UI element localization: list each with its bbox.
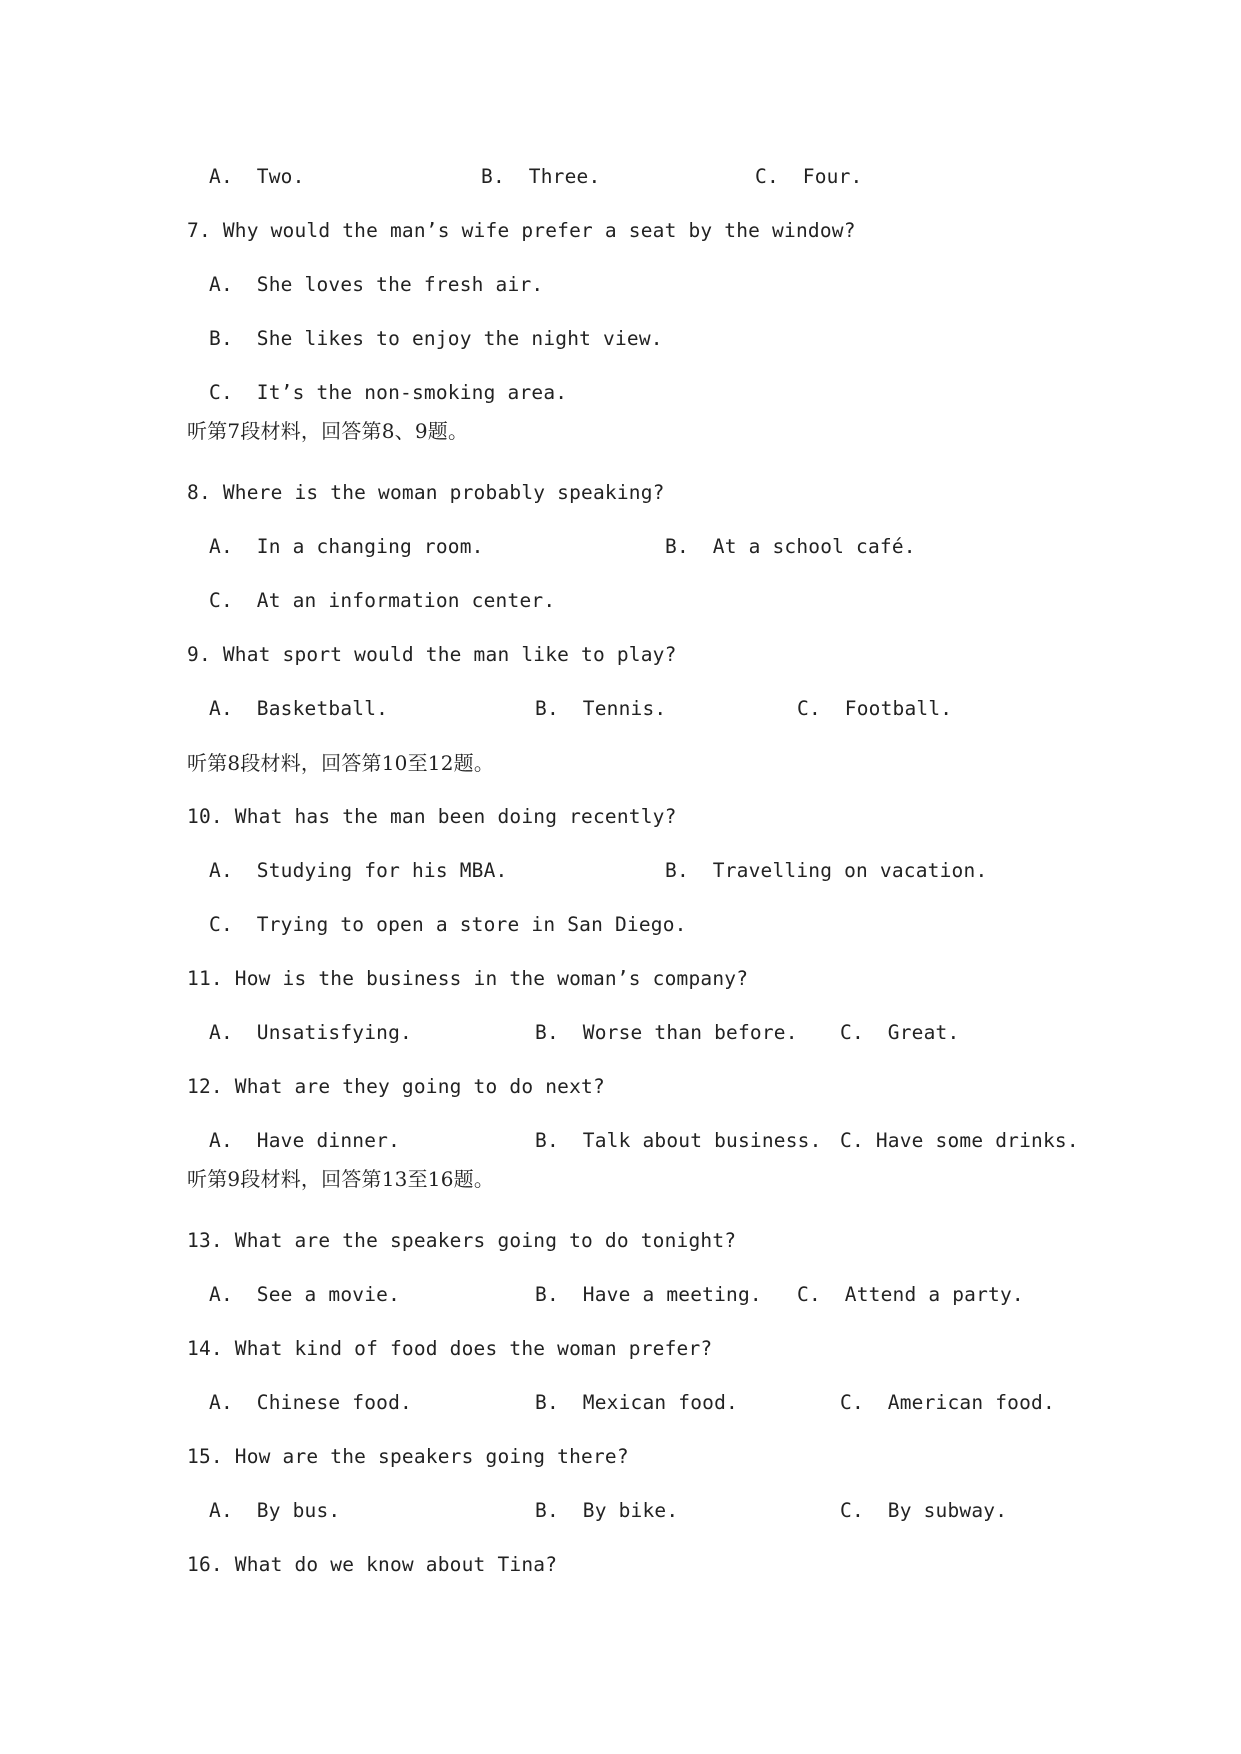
q12-option-a: A. Have dinner.	[209, 1129, 401, 1152]
q8-option-c: C. At an information center.	[209, 589, 556, 612]
q11-option-b: B. Worse than before.	[535, 1021, 798, 1044]
q15-option-b: B. By bike.	[535, 1499, 679, 1522]
q8-question: 8. Where is the woman probably speaking?	[187, 481, 665, 504]
q6-option-c: C. Four.	[755, 165, 863, 188]
q7-option-c: C. It’s the non-smoking area.	[209, 381, 568, 404]
q8-option-b: B. At a school café.	[665, 535, 916, 558]
q13-option-a: A. See a movie.	[209, 1283, 401, 1306]
q15-question: 15. How are the speakers going there?	[187, 1445, 629, 1468]
q12-question: 12. What are they going to do next?	[187, 1075, 605, 1098]
q15-option-c: C. By subway.	[840, 1499, 1008, 1522]
q10-question: 10. What has the man been doing recently?	[187, 805, 677, 828]
q10-option-b: B. Travelling on vacation.	[665, 859, 988, 882]
q11-question: 11. How is the business in the woman’s company?	[187, 967, 749, 990]
q13-option-c: C. Attend a party.	[797, 1283, 1024, 1306]
q7-option-a: A. She loves the fresh air.	[209, 273, 544, 296]
q8-option-a: A. In a changing room.	[209, 535, 484, 558]
q14-option-a: A. Chinese food.	[209, 1391, 412, 1414]
q13-question: 13. What are the speakers going to do tonight?	[187, 1229, 737, 1252]
q7-option-b: B. She likes to enjoy the night view.	[209, 327, 663, 350]
q14-option-c: C. American food.	[840, 1391, 1055, 1414]
q13-option-b: B. Have a meeting.	[535, 1283, 762, 1306]
section-7-heading: 听第7段材料，回答第8、9题。	[187, 419, 469, 443]
q9-option-c: C. Football.	[797, 697, 953, 720]
q11-option-a: A. Unsatisfying.	[209, 1021, 412, 1044]
section-8-heading: 听第8段材料，回答第10至12题。	[187, 751, 495, 775]
q7-question: 7. Why would the man’s wife prefer a seat by the window?	[187, 219, 856, 242]
q6-option-b: B. Three.	[481, 165, 601, 188]
q14-option-b: B. Mexican food.	[535, 1391, 738, 1414]
q9-option-a: A. Basketball.	[209, 697, 389, 720]
q12-option-b: B. Talk about business.	[535, 1129, 822, 1152]
q11-option-c: C. Great.	[840, 1021, 960, 1044]
q9-question: 9. What sport would the man like to play?	[187, 643, 677, 666]
q6-option-a: A. Two.	[209, 165, 305, 188]
q14-question: 14. What kind of food does the woman prefer?	[187, 1337, 713, 1360]
q10-option-a: A. Studying for his MBA.	[209, 859, 508, 882]
q16-question: 16. What do we know about Tina?	[187, 1553, 558, 1576]
q12-option-c: C. Have some drinks.	[840, 1129, 1079, 1152]
q15-option-a: A. By bus.	[209, 1499, 341, 1522]
section-9-heading: 听第9段材料，回答第13至16题。	[187, 1167, 495, 1191]
q9-option-b: B. Tennis.	[535, 697, 667, 720]
q10-option-c: C. Trying to open a store in San Diego.	[209, 913, 687, 936]
